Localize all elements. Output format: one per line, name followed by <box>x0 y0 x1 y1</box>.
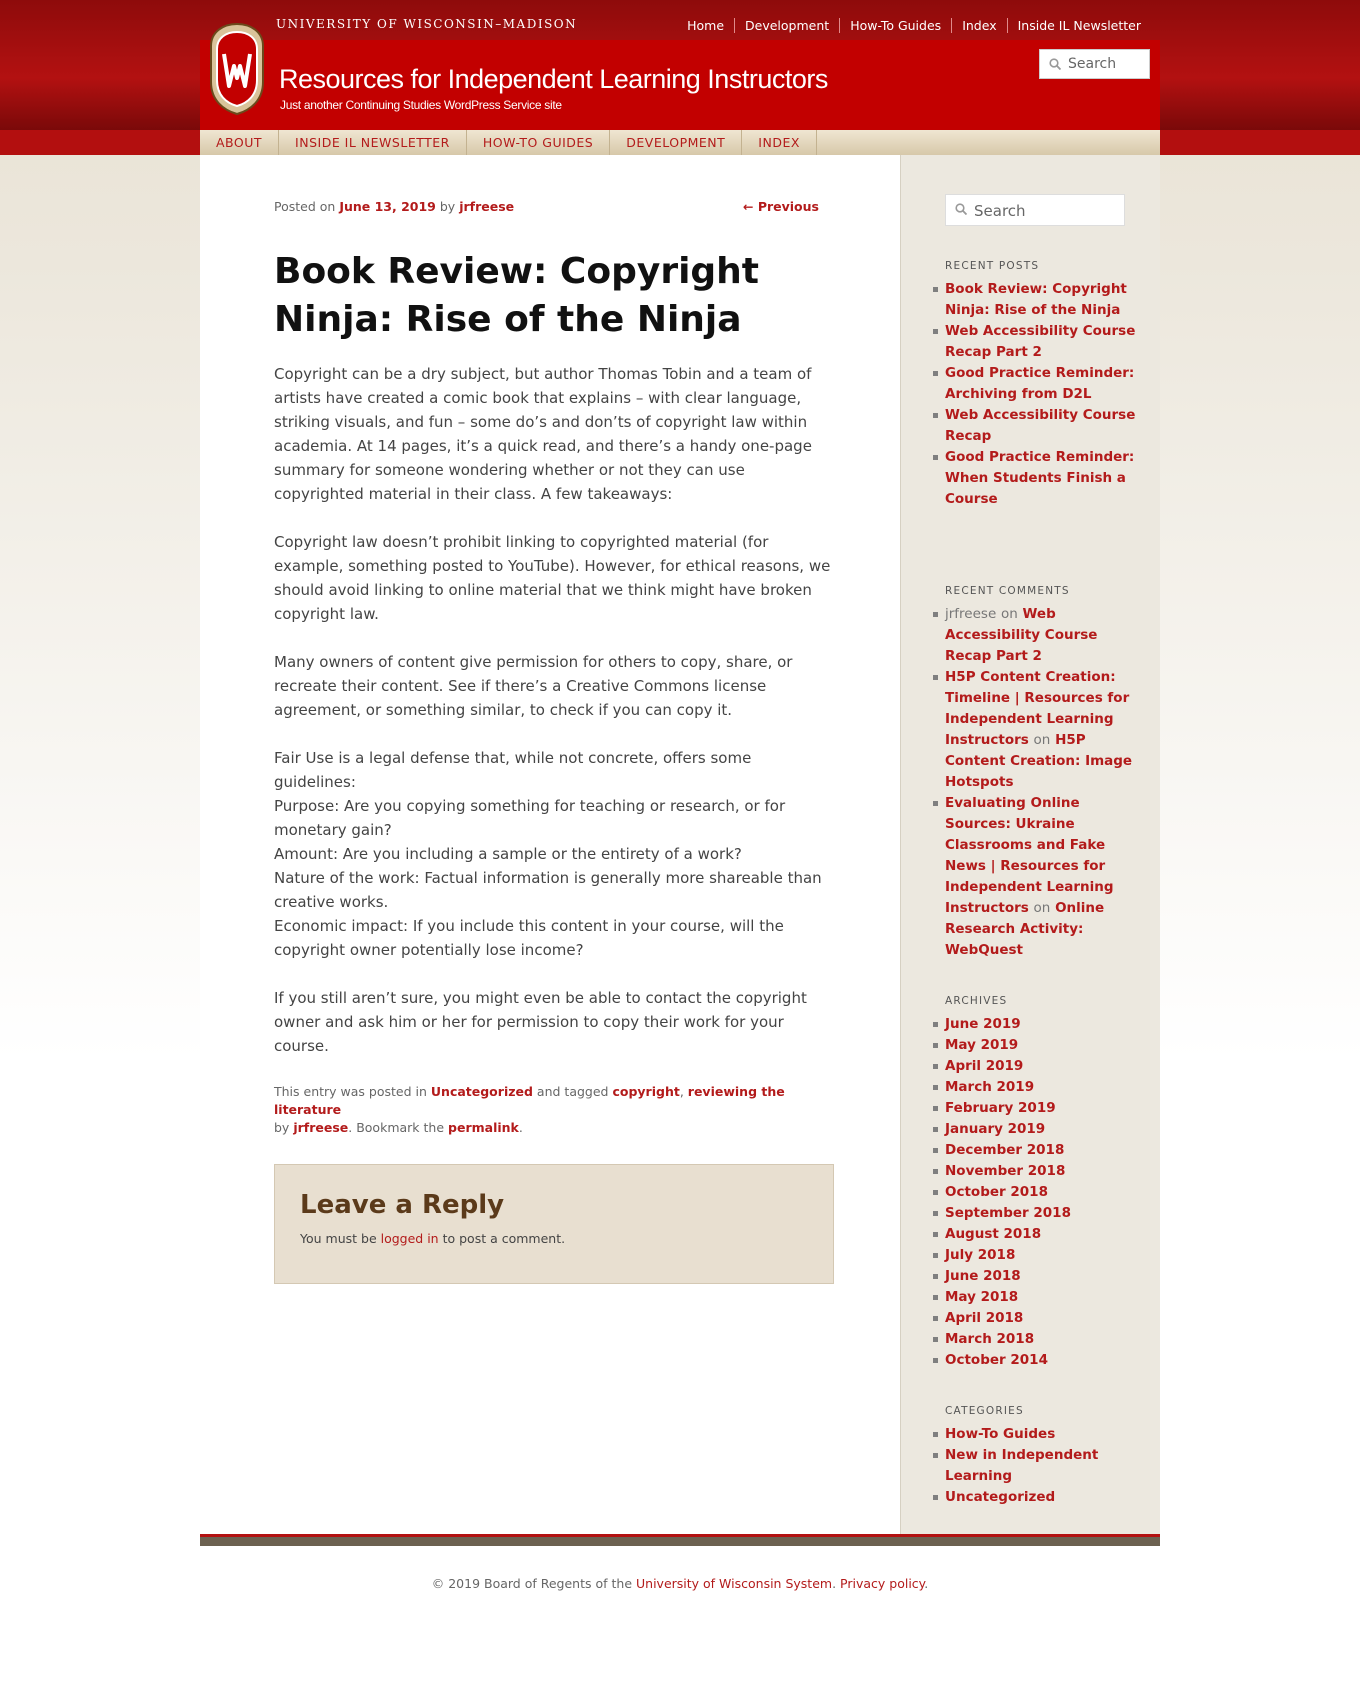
archive-link[interactable]: January 2019 <box>945 1119 1145 1140</box>
menu-index[interactable]: INDEX <box>742 130 817 155</box>
top-nav <box>677 18 1151 33</box>
search-icon <box>1049 58 1061 70</box>
comment-author: jrfreese <box>945 606 997 622</box>
on-label: on <box>1033 900 1051 916</box>
recent-post-link[interactable]: Good Practice Reminder: When Students Finish a Course <box>945 447 1145 510</box>
reply-before: You must be <box>300 1231 377 1246</box>
top-nav-inside-il-newsletter[interactable]: Inside IL Newsletter <box>1007 18 1151 33</box>
fair-use-paragraph <box>274 746 834 962</box>
post-paragraph: Copyright can be a dry subject, but author Thomas Tobin and a team of artists have created a comic book that explains – with clear language, striking visuals, and fun – some do’s and don’ts of copyright law within academia. At 14 pages, it’s a quick read, and there’s a handy one-page summary for someone wondering whether or not they can use copyrighted material in their class. A few takeaways: <box>274 365 812 503</box>
tagged-label: and tagged <box>536 1084 609 1099</box>
category-link[interactable]: How-To Guides <box>945 1424 1145 1445</box>
on-label: on <box>1033 732 1051 748</box>
archive-link[interactable]: August 2018 <box>945 1224 1145 1245</box>
sidebar-search-placeholder: Search <box>974 202 1026 220</box>
reply-text <box>300 1231 565 1246</box>
recent-post-link[interactable]: Book Review: Copyright Ninja: Rise of the Ninja <box>945 279 1145 321</box>
widget-title: RECENT POSTS <box>945 260 1040 272</box>
reply-box <box>274 1164 834 1284</box>
category-link[interactable]: Uncategorized <box>430 1084 533 1099</box>
tag-link-copyright[interactable]: copyright <box>612 1084 680 1099</box>
archive-link[interactable]: April 2018 <box>945 1308 1145 1329</box>
recent-posts-widget <box>945 260 1145 510</box>
post-title: Book Review: Copyright Ninja: Rise of the Ninja <box>274 251 760 340</box>
fair-use-line: Nature of the work: Factual information is generally more shareable than creative works. <box>274 869 822 911</box>
widget-title: ARCHIVES <box>945 995 1008 1007</box>
uw-system-link[interactable]: University of Wisconsin System <box>636 1576 833 1591</box>
posted-in-label: This entry was posted in <box>274 1084 427 1099</box>
comment-post-link[interactable]: Online Research Activity: WebQuest <box>945 900 1105 958</box>
footer <box>0 1576 1360 1591</box>
recent-post-link[interactable]: Web Accessibility Course Recap Part 2 <box>945 321 1145 363</box>
page-bottom-bar <box>200 1534 1160 1546</box>
archive-link[interactable]: April 2019 <box>945 1056 1145 1077</box>
categories-widget <box>945 1405 1145 1508</box>
archive-link[interactable]: December 2018 <box>945 1140 1145 1161</box>
tag-link-reviewing-the-literature[interactable]: reviewing the literature <box>274 1084 785 1117</box>
recent-comments-widget <box>945 585 1145 961</box>
logged-in-link[interactable]: logged in <box>380 1231 439 1246</box>
widget-title: RECENT COMMENTS <box>945 585 1070 597</box>
archive-link[interactable]: March 2019 <box>945 1077 1145 1098</box>
post-body <box>274 362 834 1082</box>
archive-link[interactable]: May 2019 <box>945 1035 1145 1056</box>
by-label: by <box>439 199 456 214</box>
post-author-link[interactable]: jrfreese <box>459 199 515 214</box>
fair-use-line: Amount: Are you including a sample or the entirety of a work? <box>274 845 742 863</box>
period: . <box>518 1120 523 1135</box>
footer-sep: . <box>832 1576 837 1591</box>
top-nav-home[interactable]: Home <box>687 18 725 33</box>
entry-meta: This entry was posted in Uncategorized and tagged copyright, reviewing the literature by jrfreese. Bookmark the permalink. <box>274 1084 785 1135</box>
category-link[interactable]: New in Independent Learning <box>945 1445 1145 1487</box>
footer-end: . <box>924 1576 929 1591</box>
header-search-placeholder: Search <box>1068 56 1117 72</box>
archive-link[interactable]: June 2018 <box>945 1266 1145 1287</box>
entry-author-link[interactable]: jrfreese <box>293 1120 349 1135</box>
archive-link[interactable]: March 2018 <box>945 1329 1145 1350</box>
comment-author-link[interactable]: Evaluating Online Sources: Ukraine Classrooms and Fake News | Resources for Independent Learning Instructors <box>945 795 1114 916</box>
archive-link[interactable]: September 2018 <box>945 1203 1145 1224</box>
comment-post-link[interactable]: H5P Content Creation: Image Hotspots <box>945 732 1133 790</box>
comment-author-link[interactable]: H5P Content Creation: Timeline | Resources for Independent Learning Instructors <box>945 669 1130 748</box>
site-description: Just another Continuing Studies WordPress Service site <box>280 98 562 112</box>
on-label: on <box>1000 606 1018 622</box>
by-label: by <box>274 1120 290 1135</box>
archive-link[interactable]: November 2018 <box>945 1161 1145 1182</box>
fair-use-line: Purpose: Are you copying something for teaching or research, or for monetary gain? <box>274 797 786 839</box>
post-date-link[interactable]: June 13, 2019 <box>339 199 436 214</box>
recent-post-link[interactable]: Good Practice Reminder: Archiving from D2L <box>945 363 1145 405</box>
university-name[interactable]: UNIVERSITY OF WISCONSIN–MADISON <box>276 17 578 31</box>
post-paragraph: If you still aren’t sure, you might even be able to contact the copyright owner and ask him or her for permission to copy their work for your course. <box>274 989 807 1055</box>
archive-link[interactable]: October 2018 <box>945 1182 1145 1203</box>
top-nav-index[interactable]: Index <box>951 18 1006 33</box>
menu-inside-il-newsletter[interactable]: INSIDE IL NEWSLETTER <box>279 130 467 155</box>
post-meta <box>274 199 514 214</box>
fair-use-line: Economic impact: If you include this content in your course, will the copyright owner potentially lose income? <box>274 917 784 959</box>
menu-development[interactable]: DEVELOPMENT <box>610 130 742 155</box>
recent-post-link[interactable]: Web Accessibility Course Recap <box>945 405 1145 447</box>
main-menu <box>200 130 1160 155</box>
archive-link[interactable]: October 2014 <box>945 1350 1145 1371</box>
menu-how-to-guides[interactable]: HOW-TO GUIDES <box>467 130 610 155</box>
site-title[interactable]: Resources for Independent Learning Instructors <box>279 64 828 94</box>
recent-comment <box>945 667 1145 793</box>
bookmark-label: . Bookmark the <box>348 1120 445 1135</box>
category-link[interactable]: Uncategorized <box>945 1487 1145 1508</box>
previous-post-link[interactable]: ← Previous <box>743 199 819 214</box>
archive-link[interactable]: February 2019 <box>945 1098 1145 1119</box>
privacy-policy-link[interactable]: Privacy policy <box>840 1576 925 1591</box>
archives-widget <box>945 995 1145 1371</box>
reply-title: Leave a Reply <box>300 1190 505 1220</box>
posted-on-label: Posted on <box>274 199 336 214</box>
post-paragraph: Copyright law doesn’t prohibit linking to copyrighted material (for example, something posted to YouTube). However, for ethical reasons, we should avoid linking to online material that we think might have broken copyright law. <box>274 533 831 623</box>
footer-copyright: © 2019 Board of Regents of the <box>431 1576 633 1591</box>
search-icon <box>955 203 967 215</box>
recent-comment <box>945 604 1145 667</box>
widget-title: CATEGORIES <box>945 1405 1024 1417</box>
reply-after: to post a comment. <box>442 1231 566 1246</box>
comment-post-link[interactable]: Web Accessibility Course Recap Part 2 <box>945 606 1098 664</box>
archive-link[interactable]: May 2018 <box>945 1287 1145 1308</box>
uw-crest-logo[interactable] <box>207 22 267 116</box>
permalink-link[interactable]: permalink <box>448 1120 519 1135</box>
post-paragraph: Many owners of content give permission for others to copy, share, or recreate their content. See if there’s a Creative Commons license agreement, or something similar, to check if you can copy it. <box>274 653 793 719</box>
header-search-input[interactable] <box>1039 49 1150 79</box>
fair-use-line: Fair Use is a legal defense that, while not concrete, offers some guidelines: <box>274 749 752 791</box>
recent-comment <box>945 793 1145 961</box>
sidebar-search-input[interactable] <box>945 194 1125 226</box>
top-nav-development[interactable]: Development <box>734 18 839 33</box>
archive-link[interactable]: June 2019 <box>945 1014 1145 1035</box>
archive-link[interactable]: July 2018 <box>945 1245 1145 1266</box>
menu-about[interactable]: ABOUT <box>200 130 279 155</box>
top-nav-how-to-guides[interactable]: How-To Guides <box>839 18 951 33</box>
